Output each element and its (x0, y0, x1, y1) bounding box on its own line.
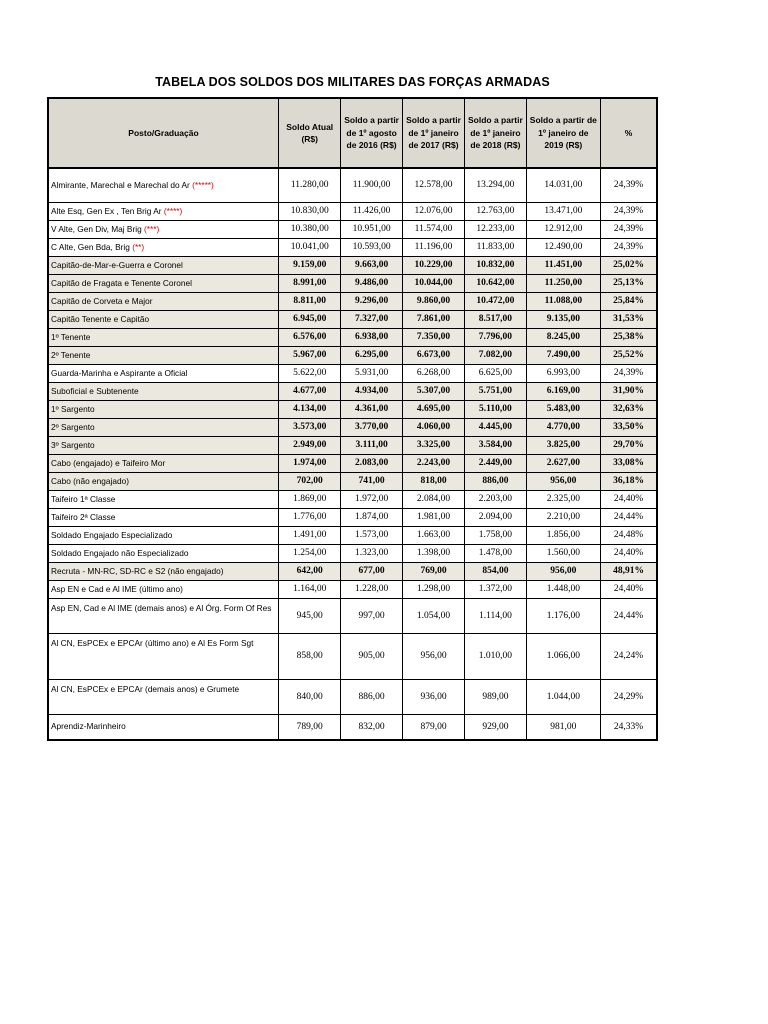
soldo-jan-2018-cell: 10.642,00 (465, 274, 526, 292)
table-row (48, 346, 657, 364)
table-row (48, 418, 657, 436)
soldo-atual-cell: 1.491,00 (279, 526, 341, 544)
soldo-atual-cell: 10.830,00 (279, 202, 341, 220)
posto-cell (48, 544, 279, 562)
soldo-jan-2017-cell: 3.325,00 (402, 436, 464, 454)
percentual-cell: 24,40% (601, 490, 657, 508)
posto-cell (48, 436, 279, 454)
soldo-ago-2016-cell: 6.295,00 (341, 346, 402, 364)
soldo-jan-2017-cell: 6.673,00 (402, 346, 464, 364)
percentual-cell: 36,18% (601, 472, 657, 490)
table-row (48, 454, 657, 472)
soldo-jan-2019-cell: 956,00 (526, 562, 600, 580)
posto-cell (48, 714, 279, 740)
soldo-jan-2017-cell: 879,00 (402, 714, 464, 740)
posto-cell (48, 346, 279, 364)
soldo-jan-2019-cell: 8.245,00 (526, 328, 600, 346)
document-title: TABELA DOS SOLDOS DOS MILITARES DAS FORÇAS ARMADAS (155, 75, 550, 89)
soldo-atual-cell: 1.776,00 (279, 508, 341, 526)
percentual-cell: 33,08% (601, 454, 657, 472)
soldo-jan-2018-cell: 1.372,00 (465, 580, 526, 598)
soldo-atual-cell: 2.949,00 (279, 436, 341, 454)
soldo-jan-2018-cell: 12.233,00 (465, 220, 526, 238)
percentual-cell: 31,53% (601, 310, 657, 328)
soldo-jan-2017-cell: 6.268,00 (402, 364, 464, 382)
table-row (48, 168, 657, 202)
percentual-cell: 24,39% (601, 202, 657, 220)
percentual-cell: 24,39% (601, 168, 657, 202)
soldo-jan-2017-cell: 11.196,00 (402, 238, 464, 256)
posto-cell (48, 256, 279, 274)
soldo-jan-2019-cell: 6.169,00 (526, 382, 600, 400)
table-row (48, 292, 657, 310)
percentual-cell: 24,48% (601, 526, 657, 544)
table-row (48, 382, 657, 400)
table-row (48, 526, 657, 544)
percentual-cell: 25,84% (601, 292, 657, 310)
posto-label: Capitão de Corveta e Major (51, 295, 153, 306)
posto-label: Recruta - MN-RC, SD-RC e S2 (não engajado) (51, 565, 224, 576)
percentual-cell: 25,52% (601, 346, 657, 364)
soldo-ago-2016-cell: 1.323,00 (341, 544, 402, 562)
soldo-jan-2018-cell: 929,00 (465, 714, 526, 740)
soldo-jan-2018-cell: 3.584,00 (465, 436, 526, 454)
table-row (48, 328, 657, 346)
percentual-cell: 24,44% (601, 508, 657, 526)
soldo-jan-2018-cell: 5.751,00 (465, 382, 526, 400)
soldo-jan-2017-cell: 1.981,00 (402, 508, 464, 526)
posto-cell (48, 679, 279, 714)
percentual-cell: 33,50% (601, 418, 657, 436)
soldo-jan-2017-cell: 1.398,00 (402, 544, 464, 562)
soldo-atual-cell: 4.677,00 (279, 382, 341, 400)
soldo-ago-2016-cell: 997,00 (341, 598, 402, 633)
table-row (48, 580, 657, 598)
table-body (48, 168, 657, 740)
soldo-jan-2019-cell: 1.066,00 (526, 633, 600, 679)
soldo-ago-2016-cell: 6.938,00 (341, 328, 402, 346)
soldo-atual-cell: 10.380,00 (279, 220, 341, 238)
soldo-jan-2018-cell: 2.203,00 (465, 490, 526, 508)
table-header-row (48, 98, 657, 168)
table-row (48, 364, 657, 382)
soldo-jan-2019-cell: 956,00 (526, 472, 600, 490)
table-row (48, 220, 657, 238)
soldo-atual-cell: 858,00 (279, 633, 341, 679)
posto-label: Al CN, EsPCEx e EPCAr (último ano) e Al Es Form Sgt (51, 637, 254, 648)
column-header-soldo-ago-2016: Soldo a partir de 1º agosto de 2016 (R$) (341, 98, 402, 168)
soldo-jan-2018-cell: 12.763,00 (465, 202, 526, 220)
posto-label: Capitão de Fragata e Tenente Coronel (51, 277, 192, 288)
soldo-jan-2018-cell: 1.114,00 (465, 598, 526, 633)
rank-stars: (**) (132, 241, 145, 252)
table-row (48, 238, 657, 256)
posto-cell (48, 292, 279, 310)
soldo-atual-cell: 6.576,00 (279, 328, 341, 346)
posto-label: Taifeiro 2ª Classe (51, 511, 116, 522)
posto-label: Al CN, EsPCEx e EPCAr (demais anos) e Grumete (51, 683, 240, 694)
soldo-jan-2017-cell: 769,00 (402, 562, 464, 580)
posto-label: Cabo (não engajado) (51, 475, 129, 486)
soldo-ago-2016-cell: 677,00 (341, 562, 402, 580)
soldo-jan-2018-cell: 2.094,00 (465, 508, 526, 526)
posto-label: Guarda-Marinha e Aspirante a Oficial (51, 367, 188, 378)
soldo-ago-2016-cell: 3.770,00 (341, 418, 402, 436)
soldo-ago-2016-cell: 1.972,00 (341, 490, 402, 508)
soldo-atual-cell: 5.622,00 (279, 364, 341, 382)
soldo-jan-2019-cell: 2.627,00 (526, 454, 600, 472)
posto-label: Asp EN e Cad e Al IME (último ano) (51, 583, 183, 594)
posto-label: Alte Esq, Gen Ex , Ten Brig Ar (51, 205, 162, 216)
soldo-jan-2017-cell: 818,00 (402, 472, 464, 490)
soldo-jan-2018-cell: 6.625,00 (465, 364, 526, 382)
soldo-jan-2019-cell: 1.176,00 (526, 598, 600, 633)
soldo-jan-2019-cell: 14.031,00 (526, 168, 600, 202)
soldo-jan-2019-cell: 1.560,00 (526, 544, 600, 562)
soldo-jan-2018-cell: 4.445,00 (465, 418, 526, 436)
posto-cell (48, 562, 279, 580)
table-row (48, 436, 657, 454)
soldo-atual-cell: 1.254,00 (279, 544, 341, 562)
soldo-jan-2017-cell: 9.860,00 (402, 292, 464, 310)
soldo-jan-2019-cell: 5.483,00 (526, 400, 600, 418)
posto-cell (48, 238, 279, 256)
soldo-atual-cell: 6.945,00 (279, 310, 341, 328)
soldo-jan-2017-cell: 2.084,00 (402, 490, 464, 508)
soldo-ago-2016-cell: 741,00 (341, 472, 402, 490)
posto-cell (48, 400, 279, 418)
posto-label: V Alte, Gen Div, Maj Brig (51, 223, 142, 234)
soldo-ago-2016-cell: 1.573,00 (341, 526, 402, 544)
soldo-jan-2018-cell: 11.833,00 (465, 238, 526, 256)
column-header-soldo-jan-2019: Soldo a partir de 1º janeiro de 2019 (R$) (526, 98, 600, 168)
posto-cell (48, 220, 279, 238)
soldo-jan-2017-cell: 10.044,00 (402, 274, 464, 292)
soldo-jan-2017-cell: 5.307,00 (402, 382, 464, 400)
column-header-soldo-atual: Soldo Atual (R$) (279, 98, 341, 168)
table-row (48, 633, 657, 679)
soldo-jan-2018-cell: 2.449,00 (465, 454, 526, 472)
soldo-atual-cell: 8.991,00 (279, 274, 341, 292)
percentual-cell: 24,40% (601, 544, 657, 562)
soldo-jan-2017-cell: 1.298,00 (402, 580, 464, 598)
posto-cell (48, 274, 279, 292)
posto-cell (48, 328, 279, 346)
posto-cell (48, 633, 279, 679)
soldo-jan-2018-cell: 1.010,00 (465, 633, 526, 679)
percentual-cell: 25,02% (601, 256, 657, 274)
soldo-jan-2017-cell: 7.861,00 (402, 310, 464, 328)
table-row (48, 202, 657, 220)
soldo-jan-2017-cell: 12.578,00 (402, 168, 464, 202)
soldo-jan-2017-cell: 2.243,00 (402, 454, 464, 472)
soldo-jan-2018-cell: 1.478,00 (465, 544, 526, 562)
percentual-cell: 31,90% (601, 382, 657, 400)
percentual-cell: 24,24% (601, 633, 657, 679)
soldo-atual-cell: 840,00 (279, 679, 341, 714)
soldo-jan-2017-cell: 7.350,00 (402, 328, 464, 346)
soldo-jan-2018-cell: 854,00 (465, 562, 526, 580)
percentual-cell: 24,39% (601, 220, 657, 238)
posto-cell (48, 526, 279, 544)
soldo-jan-2019-cell: 4.770,00 (526, 418, 600, 436)
posto-label: Capitão Tenente e Capitão (51, 313, 150, 324)
soldo-ago-2016-cell: 9.663,00 (341, 256, 402, 274)
soldo-ago-2016-cell: 832,00 (341, 714, 402, 740)
soldo-atual-cell: 9.159,00 (279, 256, 341, 274)
percentual-cell: 24,33% (601, 714, 657, 740)
soldo-ago-2016-cell: 1.874,00 (341, 508, 402, 526)
soldo-atual-cell: 4.134,00 (279, 400, 341, 418)
posto-label: 1º Tenente (51, 331, 91, 342)
posto-label: Soldado Engajado não Especializado (51, 547, 189, 558)
soldo-atual-cell: 1.869,00 (279, 490, 341, 508)
percentual-cell: 48,91% (601, 562, 657, 580)
posto-label: 1º Sargento (51, 403, 95, 414)
soldo-ago-2016-cell: 905,00 (341, 633, 402, 679)
soldo-jan-2018-cell: 13.294,00 (465, 168, 526, 202)
soldo-jan-2019-cell: 9.135,00 (526, 310, 600, 328)
soldo-jan-2017-cell: 1.663,00 (402, 526, 464, 544)
soldo-jan-2019-cell: 13.471,00 (526, 202, 600, 220)
percentual-cell: 32,63% (601, 400, 657, 418)
soldo-ago-2016-cell: 11.900,00 (341, 168, 402, 202)
soldo-jan-2019-cell: 1.044,00 (526, 679, 600, 714)
soldo-jan-2018-cell: 10.832,00 (465, 256, 526, 274)
soldo-ago-2016-cell: 7.327,00 (341, 310, 402, 328)
percentual-cell: 25,13% (601, 274, 657, 292)
soldo-atual-cell: 642,00 (279, 562, 341, 580)
soldo-jan-2018-cell: 7.796,00 (465, 328, 526, 346)
soldo-jan-2018-cell: 10.472,00 (465, 292, 526, 310)
table-row (48, 472, 657, 490)
table-row (48, 714, 657, 740)
soldo-atual-cell: 5.967,00 (279, 346, 341, 364)
posto-cell (48, 598, 279, 633)
soldo-jan-2019-cell: 981,00 (526, 714, 600, 740)
soldo-jan-2019-cell: 6.993,00 (526, 364, 600, 382)
soldo-ago-2016-cell: 4.934,00 (341, 382, 402, 400)
soldo-ago-2016-cell: 5.931,00 (341, 364, 402, 382)
soldo-jan-2019-cell: 11.250,00 (526, 274, 600, 292)
soldo-jan-2019-cell: 12.912,00 (526, 220, 600, 238)
soldo-ago-2016-cell: 886,00 (341, 679, 402, 714)
soldo-jan-2019-cell: 7.490,00 (526, 346, 600, 364)
soldo-jan-2018-cell: 5.110,00 (465, 400, 526, 418)
soldo-jan-2017-cell: 12.076,00 (402, 202, 464, 220)
soldo-atual-cell: 1.974,00 (279, 454, 341, 472)
soldo-jan-2017-cell: 936,00 (402, 679, 464, 714)
percentual-cell: 24,39% (601, 238, 657, 256)
soldo-atual-cell: 11.280,00 (279, 168, 341, 202)
soldo-atual-cell: 1.164,00 (279, 580, 341, 598)
posto-label: Capitão-de-Mar-e-Guerra e Coronel (51, 259, 183, 270)
column-header-posto: Posto/Graduação (48, 98, 279, 168)
column-header-soldo-jan-2017: Soldo a partir de 1º janeiro de 2017 (R$) (402, 98, 464, 168)
soldo-jan-2018-cell: 989,00 (465, 679, 526, 714)
percentual-cell: 24,39% (601, 364, 657, 382)
soldo-ago-2016-cell: 11.426,00 (341, 202, 402, 220)
soldo-jan-2019-cell: 1.856,00 (526, 526, 600, 544)
table-row (48, 490, 657, 508)
posto-label: 2º Tenente (51, 349, 91, 360)
soldo-jan-2019-cell: 2.210,00 (526, 508, 600, 526)
posto-label: Almirante, Marechal e Marechal do Ar (51, 179, 190, 190)
soldo-ago-2016-cell: 9.486,00 (341, 274, 402, 292)
posto-cell (48, 382, 279, 400)
soldos-table (47, 97, 658, 741)
soldo-jan-2019-cell: 1.448,00 (526, 580, 600, 598)
posto-label: 3º Sargento (51, 439, 95, 450)
rank-stars: (***) (144, 223, 160, 234)
table-row (48, 310, 657, 328)
soldo-atual-cell: 8.811,00 (279, 292, 341, 310)
table-row (48, 400, 657, 418)
posto-cell (48, 202, 279, 220)
table-row (48, 274, 657, 292)
posto-cell (48, 580, 279, 598)
soldo-ago-2016-cell: 10.593,00 (341, 238, 402, 256)
soldo-ago-2016-cell: 10.951,00 (341, 220, 402, 238)
soldo-jan-2018-cell: 7.082,00 (465, 346, 526, 364)
soldo-jan-2017-cell: 4.060,00 (402, 418, 464, 436)
soldo-jan-2018-cell: 1.758,00 (465, 526, 526, 544)
posto-label: Taifeiro 1ª Classe (51, 493, 116, 504)
posto-cell (48, 454, 279, 472)
soldo-jan-2019-cell: 12.490,00 (526, 238, 600, 256)
table-row (48, 562, 657, 580)
soldo-atual-cell: 10.041,00 (279, 238, 341, 256)
rank-stars: (*****) (192, 179, 214, 190)
posto-cell (48, 472, 279, 490)
soldo-atual-cell: 789,00 (279, 714, 341, 740)
soldo-jan-2017-cell: 956,00 (402, 633, 464, 679)
soldo-ago-2016-cell: 2.083,00 (341, 454, 402, 472)
percentual-cell: 24,40% (601, 580, 657, 598)
posto-label: Soldado Engajado Especializado (51, 529, 173, 540)
soldo-jan-2018-cell: 8.517,00 (465, 310, 526, 328)
posto-cell (48, 508, 279, 526)
soldo-jan-2019-cell: 11.088,00 (526, 292, 600, 310)
percentual-cell: 24,29% (601, 679, 657, 714)
soldo-jan-2017-cell: 10.229,00 (402, 256, 464, 274)
table-row (48, 679, 657, 714)
soldo-jan-2019-cell: 3.825,00 (526, 436, 600, 454)
posto-cell (48, 418, 279, 436)
soldo-ago-2016-cell: 1.228,00 (341, 580, 402, 598)
posto-label: Suboficial e Subtenente (51, 385, 139, 396)
table-row (48, 508, 657, 526)
posto-cell (48, 490, 279, 508)
table-row (48, 544, 657, 562)
posto-label: C Alte, Gen Bda, Brig (51, 241, 130, 252)
posto-cell (48, 168, 279, 202)
posto-label: Asp EN, Cad e Al IME (demais anos) e Al Órg. Form Of Res (51, 602, 272, 613)
soldo-jan-2018-cell: 886,00 (465, 472, 526, 490)
percentual-cell: 29,70% (601, 436, 657, 454)
soldo-ago-2016-cell: 9.296,00 (341, 292, 402, 310)
posto-label: 2º Sargento (51, 421, 95, 432)
rank-stars: (****) (163, 205, 183, 216)
soldo-jan-2017-cell: 4.695,00 (402, 400, 464, 418)
percentual-cell: 24,44% (601, 598, 657, 633)
posto-cell (48, 364, 279, 382)
posto-cell (48, 310, 279, 328)
table-row (48, 598, 657, 633)
percentual-cell: 25,38% (601, 328, 657, 346)
soldo-atual-cell: 702,00 (279, 472, 341, 490)
column-header-percentual: % (601, 98, 657, 168)
soldo-jan-2019-cell: 2.325,00 (526, 490, 600, 508)
posto-label: Cabo (engajado) e Taifeiro Mor (51, 457, 166, 468)
soldo-ago-2016-cell: 3.111,00 (341, 436, 402, 454)
soldo-atual-cell: 945,00 (279, 598, 341, 633)
soldo-atual-cell: 3.573,00 (279, 418, 341, 436)
table-row (48, 256, 657, 274)
soldo-jan-2017-cell: 11.574,00 (402, 220, 464, 238)
soldo-ago-2016-cell: 4.361,00 (341, 400, 402, 418)
column-header-soldo-jan-2018: Soldo a partir de 1º janeiro de 2018 (R$) (465, 98, 526, 168)
soldo-jan-2017-cell: 1.054,00 (402, 598, 464, 633)
posto-label: Aprendiz-Marinheiro (51, 721, 126, 732)
soldo-jan-2019-cell: 11.451,00 (526, 256, 600, 274)
